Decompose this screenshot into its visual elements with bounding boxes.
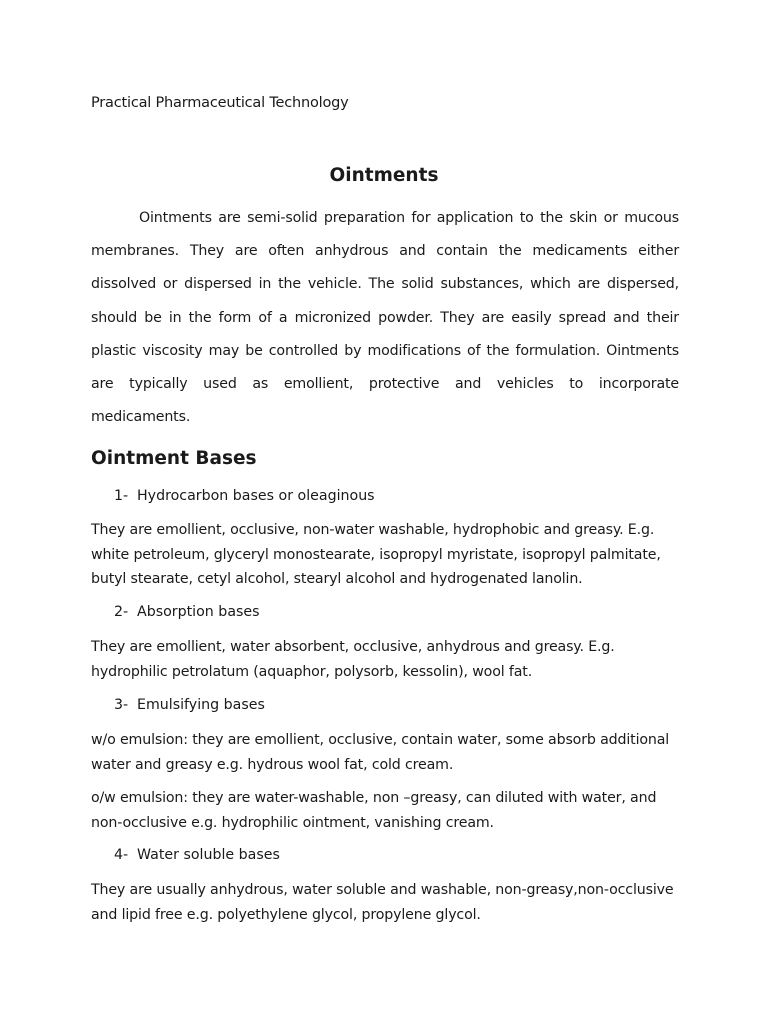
base-number: 1-	[114, 488, 129, 504]
page-header: Practical Pharmaceutical Technology	[91, 95, 349, 111]
base-title: Hydrocarbon bases or oleaginous	[137, 488, 375, 504]
base-heading-emulsifying	[114, 697, 265, 713]
base-description-ow-emulsion: o/w emulsion: they are water-washable, non –greasy, can diluted with water, and non-occlusive e.g. hydrophilic ointment, vanishing cream.	[91, 790, 657, 831]
base-description-wo-emulsion: w/o emulsion: they are emollient, occlusive, contain water, some absorb additional water and greasy e.g. hydrous wool fat, cold cream.	[91, 732, 670, 773]
intro-paragraph: Ointments are semi-solid preparation for application to the skin or mucous membranes. They are often anhydrous and contain the medicaments either dissolved or dispersed in the vehicle. The solid substances, which are dispersed, should be in the form of a micronized powder. They are easily spread and their plastic viscosity may be controlled by modifications of the formulation. Ointments are typically used as emollient, protective and vehicles to incorporate medicaments.	[91, 210, 679, 426]
base-description-water-soluble: They are usually anhydrous, water soluble and washable, non-greasy,non-occlusive and lipid free e.g. polyethylene glycol, propylene glycol.	[91, 882, 674, 923]
base-description-hydrocarbon: They are emollient, occlusive, non-water washable, hydrophobic and greasy. E.g. white petroleum, glyceryl monostearate, isopropyl myristate, isopropyl palmitate, butyl stearate, cetyl alcohol, stearyl alcohol and hydrogenated lanolin.	[91, 522, 661, 587]
base-heading-hydrocarbon	[114, 488, 375, 504]
base-heading-water-soluble	[114, 847, 280, 863]
base-title: Water soluble bases	[137, 847, 280, 863]
section-heading: Ointment Bases	[91, 448, 257, 469]
base-number: 4-	[114, 847, 129, 863]
base-description-absorption: They are emollient, water absorbent, occlusive, anhydrous and greasy. E.g. hydrophilic petrolatum (aquaphor, polysorb, kessolin), wool fat.	[91, 639, 615, 680]
page-title: Ointments	[329, 165, 439, 186]
base-number: 2-	[114, 604, 129, 620]
base-number: 3-	[114, 697, 129, 713]
base-title: Absorption bases	[137, 604, 260, 620]
base-heading-absorption	[114, 604, 260, 620]
base-title: Emulsifying bases	[137, 697, 265, 713]
